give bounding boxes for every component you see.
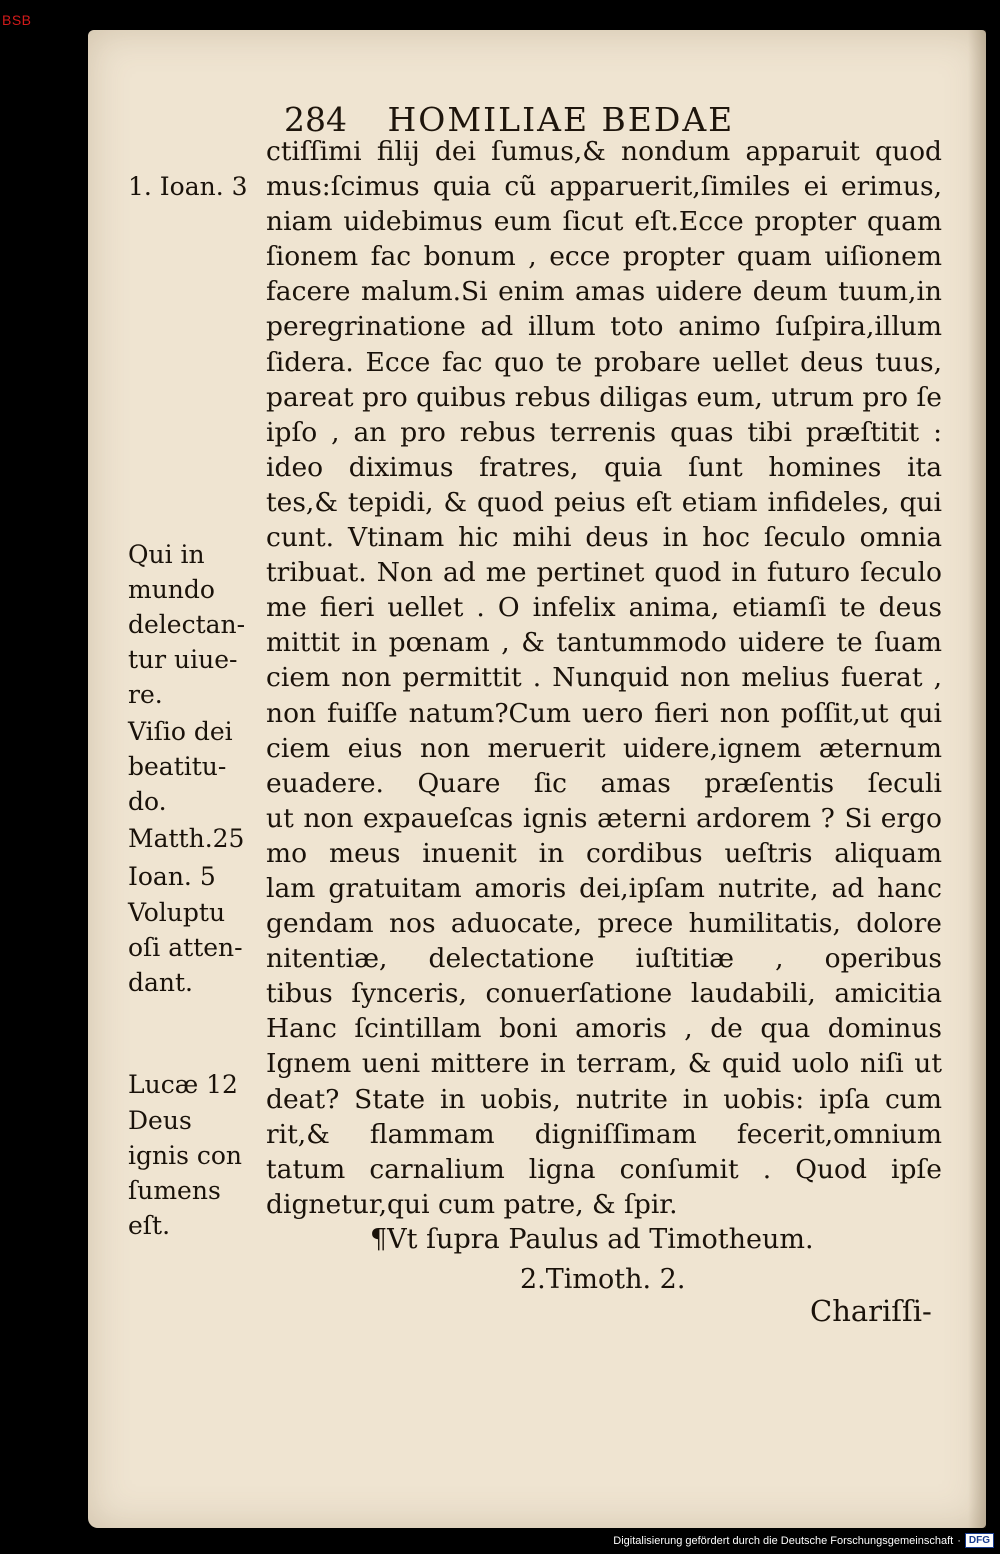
- margin-note: Viſio dei: [128, 717, 233, 746]
- text-line: nitentiæ, delectatione iuſtitiæ , operibus: [266, 943, 942, 975]
- margin-note: re.: [128, 680, 163, 709]
- margin-note: Voluptu: [128, 898, 226, 927]
- text-line: non fuiſſe natum?Cum uero fieri non poſſit,ut qui: [266, 697, 942, 729]
- margin-note: beatitu-: [128, 752, 227, 781]
- text-line: ctiſſimi filij dei ſumus,& nondum apparuit quod: [266, 136, 942, 167]
- margin-note: Ioan. 5: [128, 862, 216, 891]
- text-line: dignetur,qui cum patre, & ſpir.: [266, 1188, 678, 1220]
- text-line: deat? State in uobis, nutrite in uobis: ipſa cum: [266, 1083, 942, 1115]
- text-line: Ignem ueni mittere in terram, & quid uolo niſi ut: [266, 1048, 942, 1080]
- text-line: facere malum.Si enim amas uidere deum tuum,in: [266, 276, 942, 308]
- body-text: [266, 134, 942, 1222]
- text-line: mo meus inuenit in cordibus ueſtris aliquam: [266, 837, 942, 869]
- margin-note: Deus: [128, 1106, 192, 1135]
- text-line: mus:ſcimus quia cũ apparuerit,ſimiles ei erimus,: [266, 171, 942, 203]
- margin-note: dant.: [128, 968, 194, 997]
- book-page: [88, 30, 986, 1528]
- text-line: ut non expaueſcas ignis æterni ardorem ? Si ergo: [266, 802, 942, 834]
- margin-note: delectan-: [128, 610, 246, 639]
- text-line: me fieri uellet . O infelix anima, etiamſi te deus: [266, 592, 942, 624]
- margin-note: ignis con: [128, 1141, 243, 1170]
- text-line: mittit in pœnam , & tantummodo uidere te ſuam: [266, 627, 942, 659]
- page-number: 284: [284, 100, 347, 139]
- text-line: cunt. Vtinam hic mihi deus in hoc ſeculo omnia: [266, 522, 942, 554]
- footer-credit: Digitalisierung gefördert durch die Deutsche Forschungsgemeinschaft · DFG: [613, 1533, 994, 1548]
- running-title: HOMILIAE BEDAE: [387, 100, 735, 139]
- text-line: ciem non permittit . Nunquid non melius fuerat ,: [266, 662, 942, 694]
- margin-note: ſumens: [128, 1176, 221, 1205]
- rubric: ¶Vt ſupra Paulus ad Timotheum.: [370, 1224, 814, 1255]
- footer-text: Digitalisierung gefördert durch die Deutsche Forschungsgemeinschaft: [613, 1534, 954, 1547]
- text-line: euadere. Quare ſic amas præſentis ſeculi: [266, 767, 942, 799]
- text-line: tes,& tepidi, & quod peius eſt etiam infideles, qui: [266, 486, 942, 518]
- scripture-reference: 2.Timoth. 2.: [520, 1264, 686, 1295]
- text-line: pareat pro quibus rebus diligas eum, utrum pro ſe: [266, 381, 942, 413]
- text-line: ipſo , an pro rebus terrenis quas tibi præſtitit :: [266, 416, 942, 448]
- margin-note: mundo: [128, 575, 215, 604]
- page-gutter-shadow: [968, 30, 986, 1528]
- margin-note: tur uiue-: [128, 645, 238, 674]
- margin-note: Matth.25: [128, 824, 245, 853]
- text-line: lam gratuitam amoris dei,ipſam nutrite, ad hanc: [266, 872, 942, 904]
- bsb-logo: BSB: [2, 12, 32, 28]
- text-line: gendam nos aduocate, prece humilitatis, dolore: [266, 908, 942, 940]
- text-line: tibus ſynceris, conuerſatione laudabili, amicitia: [266, 978, 942, 1010]
- text-line: ſidera. Ecce fac quo te probare uellet deus tuus,: [266, 346, 942, 378]
- margin-note: oſi atten-: [128, 933, 243, 962]
- text-line: ideo diximus fratres, quia ſunt homines ita: [266, 451, 942, 483]
- catchword: Chariſſi-: [810, 1294, 932, 1328]
- text-line: tribuat. Non ad me pertinet quod in futuro ſeculo: [266, 557, 942, 589]
- text-line: Hanc ſcintillam boni amoris , de qua dominus: [266, 1013, 942, 1045]
- text-line: tatum carnalium ligna conſumit . Quod ipſe: [266, 1153, 942, 1185]
- margin-note: 1. Ioan. 3: [128, 172, 248, 201]
- text-line: niam uidebimus eum ſicut eſt.Ecce propter quam: [266, 206, 942, 238]
- text-line: ciem eius non meruerit uidere,ignem æternum: [266, 732, 942, 764]
- margin-note: Lucæ 12: [128, 1070, 238, 1099]
- dfg-logo: DFG: [965, 1533, 994, 1548]
- text-line: peregrinatione ad illum toto animo ſuſpira,illum: [266, 311, 942, 343]
- margin-note: Qui in: [128, 540, 205, 569]
- margin-note: do.: [128, 787, 167, 816]
- text-line: ſionem fac bonum , ecce propter quam uiſionem: [266, 241, 942, 273]
- margin-note: eſt.: [128, 1211, 171, 1240]
- text-line: rit,& flammam digniſſimam fecerit,omnium: [266, 1118, 942, 1150]
